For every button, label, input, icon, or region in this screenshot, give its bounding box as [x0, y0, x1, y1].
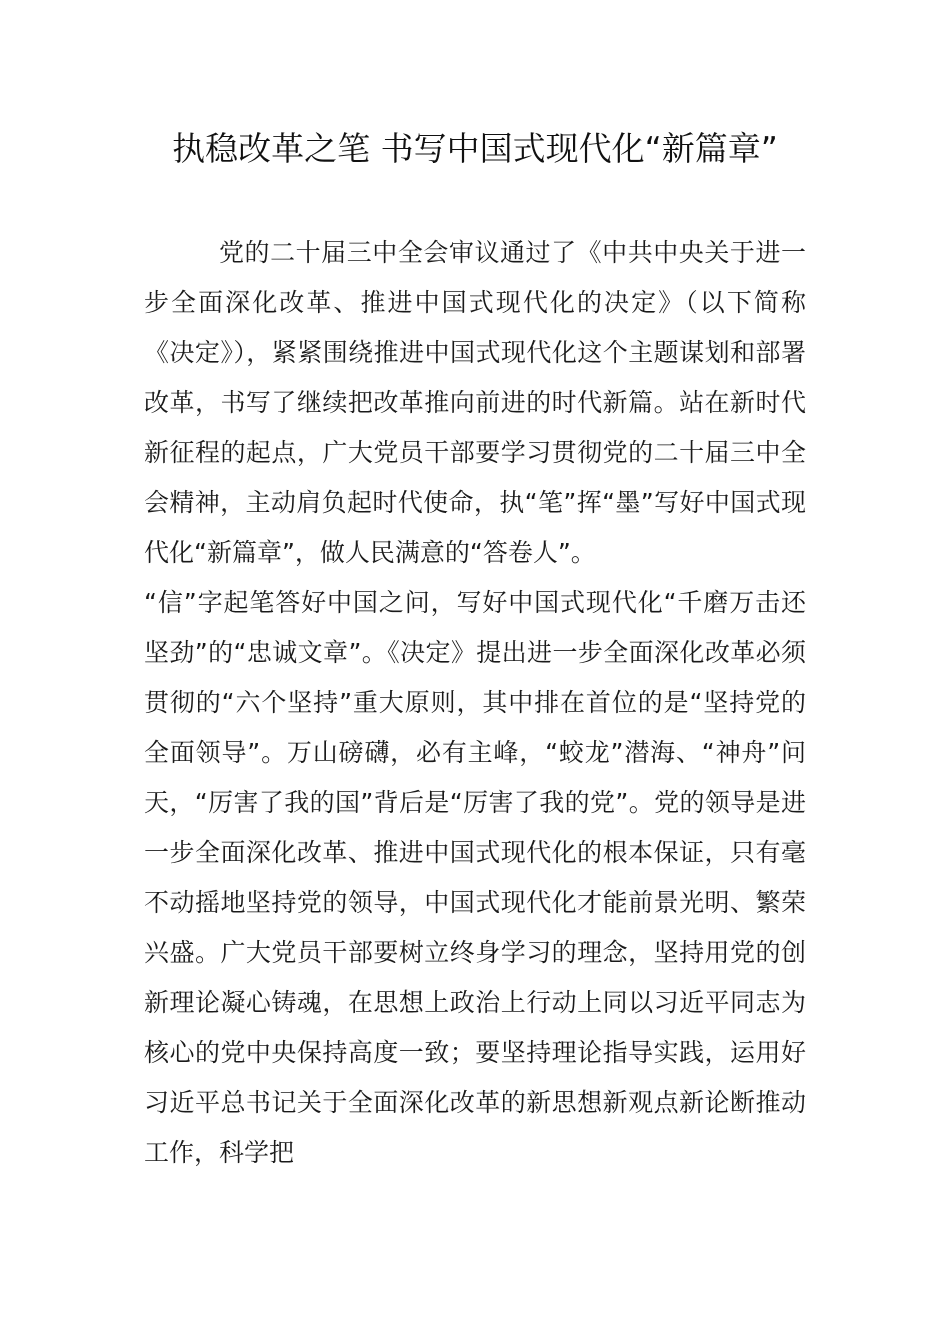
document-body	[144, 228, 806, 1178]
paragraph-loyalty: “信”字起笔答好中国之问，写好中国式现代化“千磨万击还坚劲”的“忠诚文章”。《决定》提出进一步全面深化改革必须贯彻的“六个坚持”重大原则，其中排在首位的是“坚持党的全面领导”。万山磅礴，必有主峰，“蛟龙”潜海、“神舟”问天，“厉害了我的国”背后是“厉害了我的党”。党的领导是进一步全面深化改革、推进中国式现代化的根本保证，只有毫不动摇地坚持党的领导，中国式现代化才能前景光明、繁荣兴盛。广大党员干部要树立终身学习的理念，坚持用党的创新理论凝心铸魂，在思想上政治上行动上同以习近平同志为核心的党中央保持高度一致；要坚持理论指导实践，运用好习近平总书记关于全面深化改革的新思想新观点新论断推动工作，科学把	[144, 588, 806, 1167]
document-title: 执稳改革之笔 书写中国式现代化“新篇章”	[172, 129, 778, 168]
paragraph-intro: 党的二十届三中全会审议通过了《中共中央关于进一步全面深化改革、推进中国式现代化的决定》（以下简称《决定》），紧紧围绕推进中国式现代化这个主题谋划和部署改革，书写了继续把改革推向前进的时代新篇。站在新时代新征程的起点，广大党员干部要学习贯彻党的二十届三中全会精神，主动肩负起时代使命，执“笔”挥“墨”写好中国式现代化“新篇章”，做人民满意的“答卷人”。	[144, 238, 806, 567]
